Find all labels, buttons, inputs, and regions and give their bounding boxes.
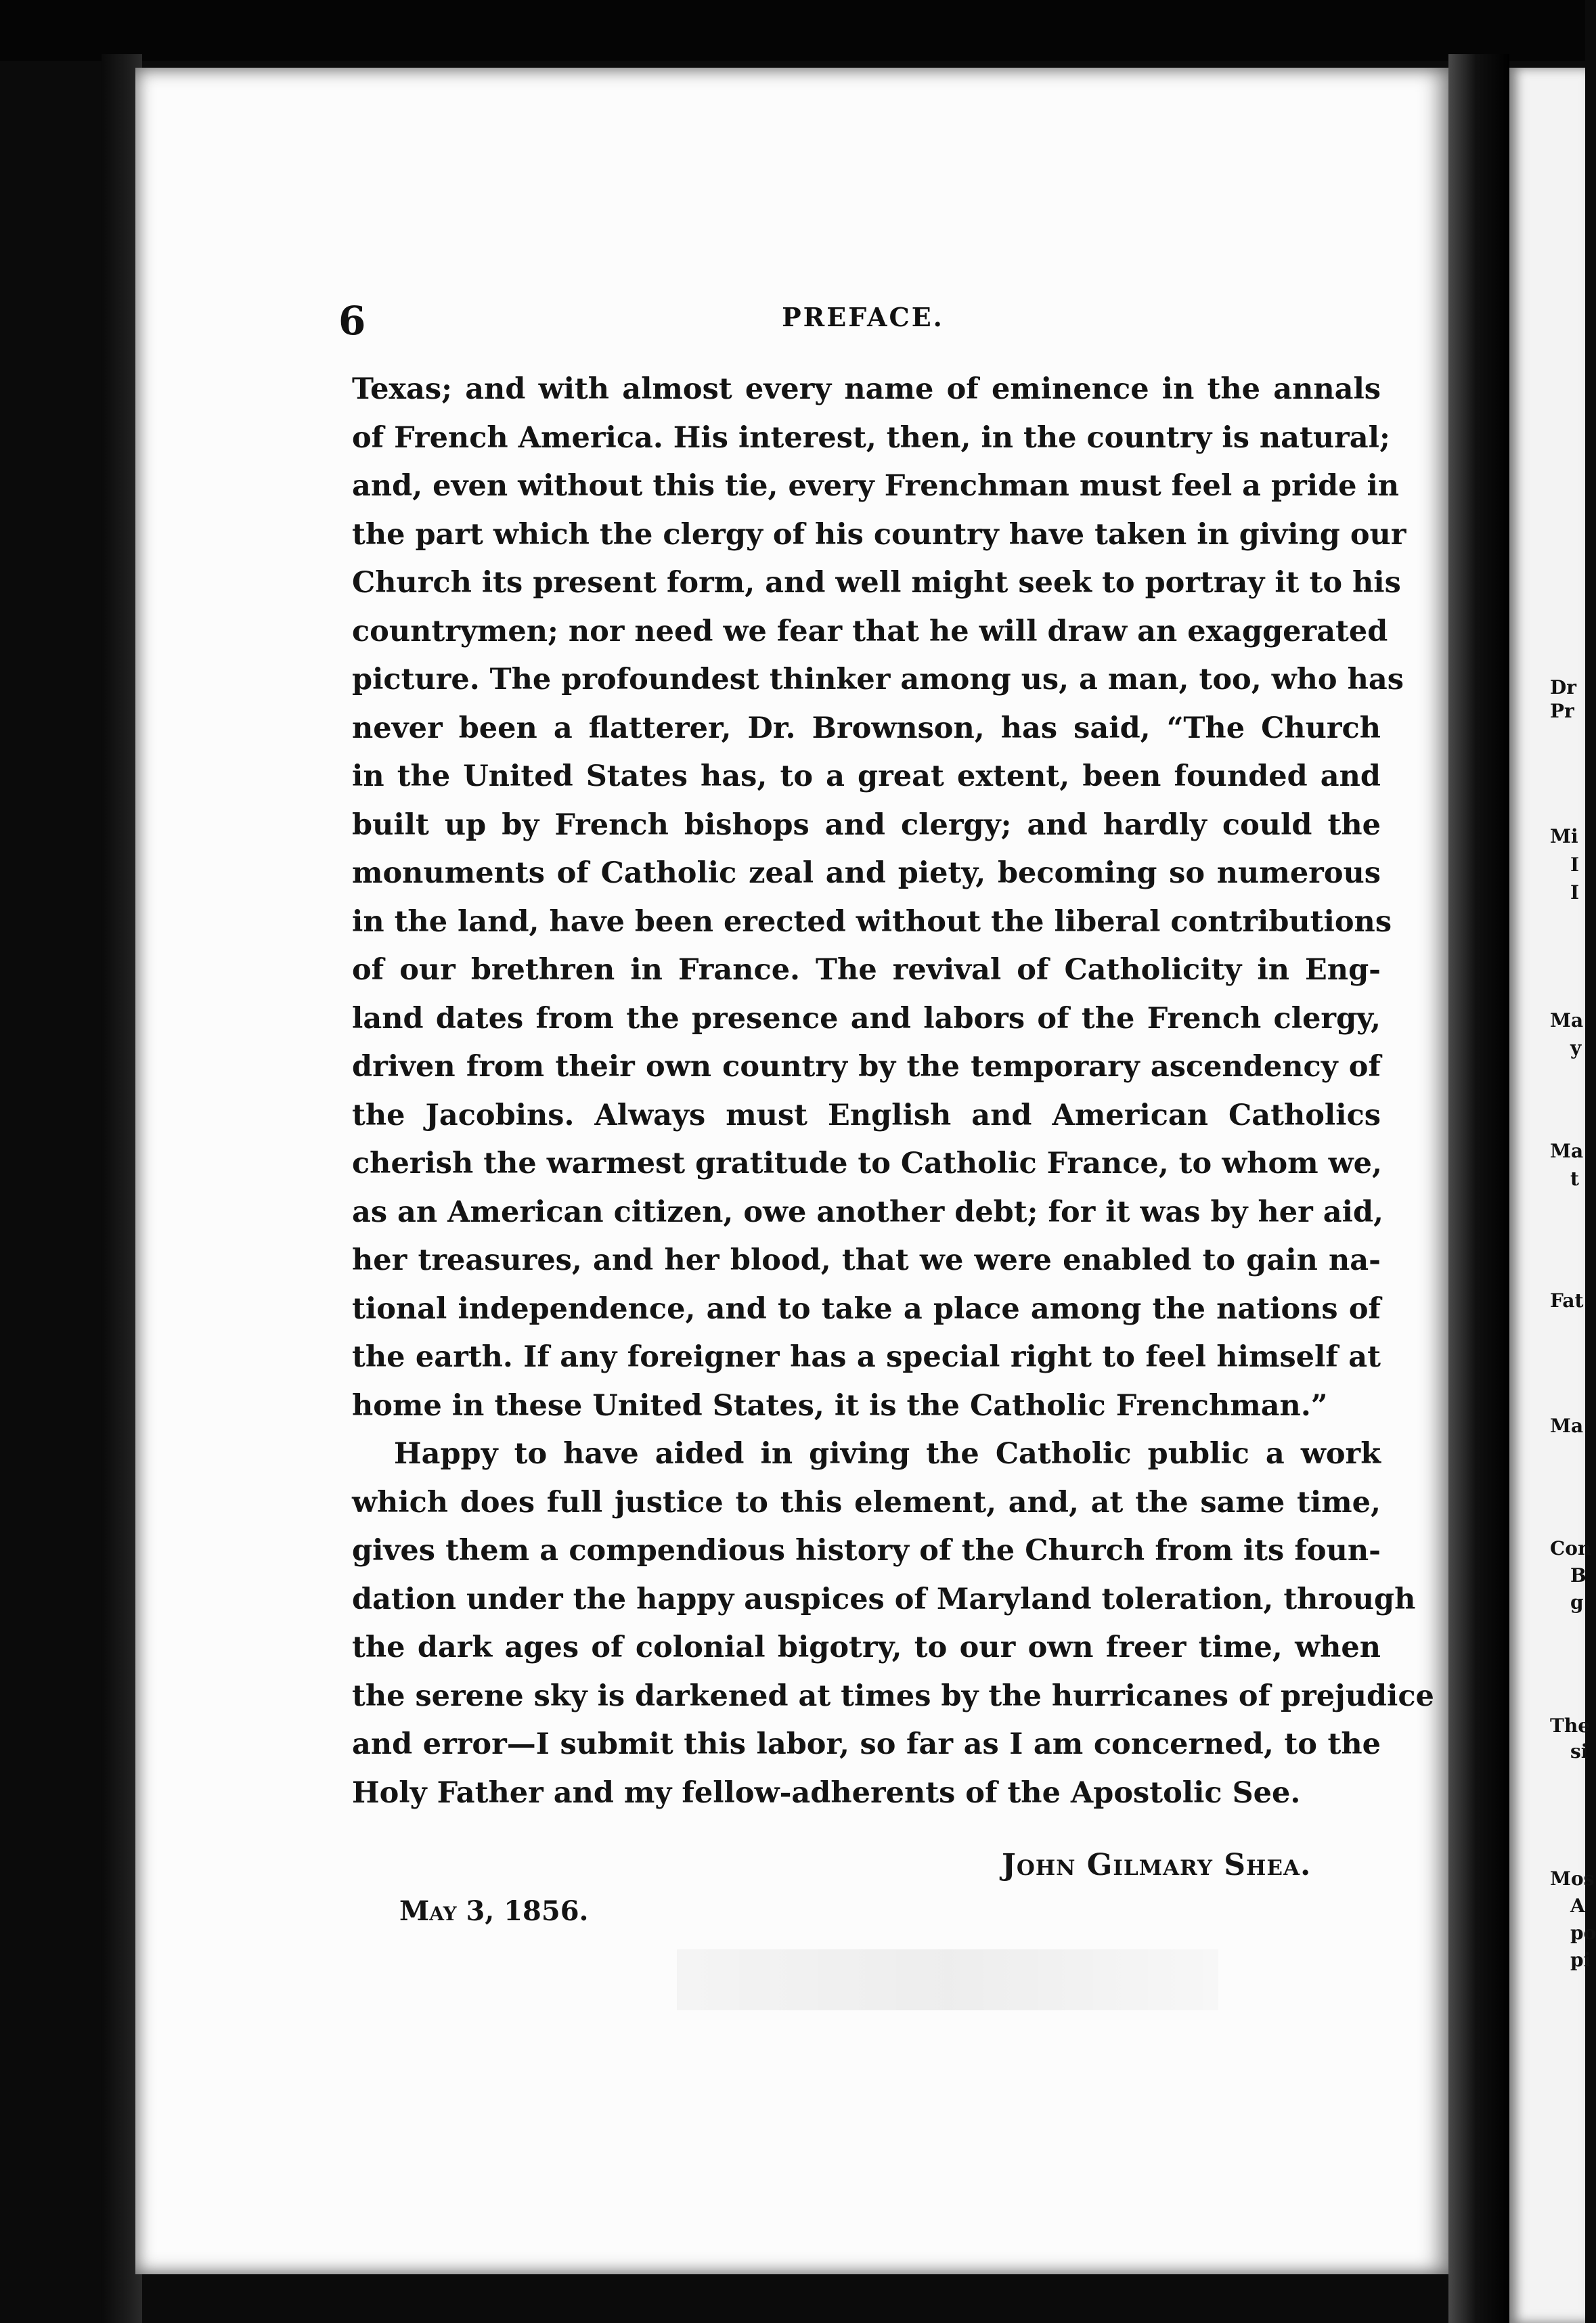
text-line: never been a flatterer, Dr. Brownson, has said, “The Church <box>352 711 1381 745</box>
adjacent-page-fragment: y <box>1570 1037 1582 1059</box>
adjacent-page <box>1509 68 1585 2323</box>
text-line: and, even without this tie, every Frenchman must feel a pride in <box>352 469 1400 503</box>
text-line: built up by French bishops and clergy; and hardly could the <box>352 807 1381 842</box>
text-line: in the United States has, to a great extent, been founded and <box>352 759 1381 793</box>
page-header <box>338 298 1388 344</box>
text-line: the part which the clergy of his country have taken in giving our <box>352 517 1406 552</box>
adjacent-page-fragment: A <box>1570 1895 1585 1917</box>
adjacent-page-fragment: g <box>1570 1591 1584 1614</box>
text-line: monuments of Catholic zeal and piety, becoming so numerous <box>352 856 1381 890</box>
text-line: Happy to have aided in giving the Catholic public a work <box>394 1437 1381 1471</box>
adjacent-page-fragment: Dr <box>1550 676 1577 699</box>
bleed-through-shadow <box>677 1949 1218 2010</box>
text-line: picture. The profoundest thinker among us, a man, too, who has <box>352 663 1404 696</box>
text-line: of our brethren in France. The revival of Catholicity in Eng- <box>352 953 1381 987</box>
text-line: land dates from the presence and labors of the French clergy, <box>352 1001 1381 1036</box>
text-line: and error—I submit this labor, so far as I am concerned, to the <box>352 1727 1381 1761</box>
page-number: 6 <box>338 298 366 344</box>
text-line: the Jacobins. Always must English and American Catholics <box>352 1098 1381 1132</box>
text-line: of French America. His interest, then, in the country is natural; <box>352 420 1390 455</box>
adjacent-page-fragment: Mos <box>1550 1867 1595 1890</box>
adjacent-page-fragment: t <box>1570 1168 1579 1190</box>
adjacent-page-fragment: Mi <box>1550 825 1578 847</box>
running-head: PREFACE. <box>782 302 944 332</box>
author-signature: John Gilmary Shea. <box>1002 1848 1312 1882</box>
adjacent-page-fragment: pi <box>1570 1949 1591 1971</box>
adjacent-page-fragment: Pr <box>1550 700 1574 722</box>
text-line: as an American citizen, owe another debt; for it was by her aid, <box>352 1195 1383 1229</box>
microfilm-border <box>0 0 1585 61</box>
adjacent-page-fragment: B <box>1570 1564 1587 1587</box>
adjacent-page-fragment: Ma <box>1550 1415 1584 1437</box>
text-line: tional independence, and to take a place among the nations of <box>352 1291 1381 1326</box>
adjacent-page-fragment: The <box>1550 1714 1591 1737</box>
text-line: the earth. If any foreigner has a special right to feel himself at <box>352 1340 1381 1374</box>
adjacent-page-fragment: I <box>1570 881 1580 904</box>
preface-date: May 3, 1856. <box>399 1895 589 1927</box>
text-line: Church its present form, and well might seek to portray it to his <box>352 566 1401 600</box>
adjacent-page-fragment: Ma <box>1550 1009 1584 1032</box>
text-line: dation under the happy auspices of Maryland toleration, through <box>352 1582 1416 1616</box>
text-line: her treasures, and her blood, that we were enabled to gain na- <box>352 1243 1381 1277</box>
page-edge-shadow <box>1448 54 1509 2323</box>
adjacent-page-fragment: I <box>1570 854 1580 876</box>
adjacent-page-fragment: po <box>1570 1922 1596 1944</box>
text-line: countrymen; nor need we fear that he will draw an exaggerated <box>352 614 1388 648</box>
text-line: the serene sky is darkened at times by the hurricanes of prejudice <box>352 1679 1434 1713</box>
adjacent-page-fragment: si <box>1570 1740 1589 1763</box>
text-line: cherish the warmest gratitude to Catholic France, to whom we, <box>352 1147 1382 1180</box>
text-line: home in these United States, it is the Catholic Frenchman.” <box>352 1388 1328 1423</box>
text-line: gives them a compendious history of the Church from its foun- <box>352 1534 1381 1568</box>
preface-body <box>352 366 1434 1817</box>
text-line: the dark ages of colonial bigotry, to our own freer time, when <box>352 1631 1381 1664</box>
text-line: in the land, have been erected without the liberal contributions <box>352 904 1392 939</box>
text-line: Holy Father and my fellow-adherents of the Apostolic See. <box>352 1775 1301 1810</box>
text-line: driven from their own country by the temporary ascendency of <box>352 1050 1381 1084</box>
adjacent-page-fragment: Ma <box>1550 1140 1584 1162</box>
adjacent-page-fragment: Fat <box>1550 1289 1584 1312</box>
text-line: Texas; and with almost every name of eminence in the annals <box>352 372 1381 406</box>
adjacent-page-fragment: Con <box>1550 1537 1592 1559</box>
text-line: which does full justice to this element, and, at the same time, <box>352 1485 1381 1520</box>
